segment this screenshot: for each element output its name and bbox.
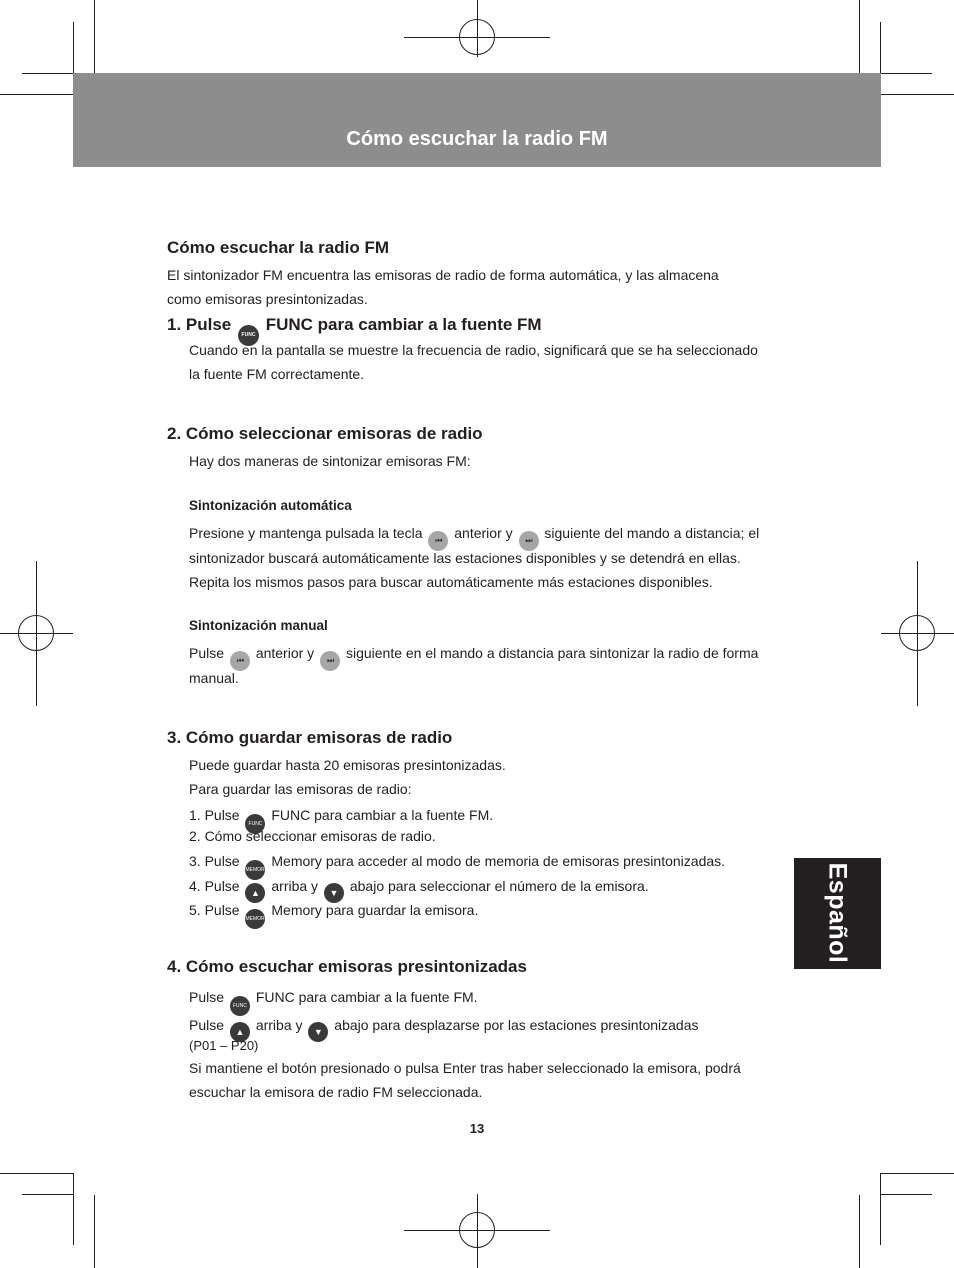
header-banner	[73, 73, 881, 167]
list-item: 2. Cómo seleccionar emisoras de radio.	[189, 828, 436, 844]
down-arrow-icon: ▼	[308, 1022, 328, 1042]
paragraph-line: (P01 – P20)	[189, 1038, 259, 1053]
paragraph-line: la fuente FM correctamente.	[189, 366, 365, 382]
list-item	[189, 852, 725, 880]
crop-mark	[881, 1173, 954, 1174]
text: Memory para guardar la emisora.	[271, 902, 479, 918]
text: Pulse	[189, 989, 225, 1005]
crop-mark	[881, 1194, 932, 1195]
text: Presione y mantenga pulsada la tecla	[189, 525, 423, 541]
text: arriba y	[255, 1017, 303, 1033]
text: Pulse	[189, 1017, 225, 1033]
subheading: Sintonización automática	[189, 498, 352, 513]
paragraph-line: sintonizador buscará automáticamente las estaciones disponibles y se detendrá en ellas.	[189, 550, 741, 566]
crop-mark	[881, 94, 954, 95]
crop-mark	[0, 94, 73, 95]
paragraph-line	[189, 644, 758, 671]
down-arrow-icon: ▼	[324, 883, 344, 903]
paragraph-line	[189, 524, 759, 551]
text: siguiente del mando a distancia; el	[544, 525, 760, 541]
paragraph-line: escuchar la emisora de radio FM seleccionada.	[189, 1084, 483, 1100]
registration-mark	[459, 1212, 495, 1248]
section-heading: 3. Cómo guardar emisoras de radio	[167, 728, 453, 747]
paragraph-line: Puede guardar hasta 20 emisoras presintonizadas.	[189, 757, 506, 773]
list-item	[189, 877, 649, 903]
text: FUNC para cambiar a la fuente FM.	[271, 807, 494, 823]
paragraph-line: El sintonizador FM encuentra las emisoras de radio de forma automática, y las almacena	[167, 267, 719, 283]
section-heading: 4. Cómo escuchar emisoras presintonizadas	[167, 957, 527, 976]
heading-text: 1. Pulse	[167, 315, 232, 334]
text: 5. Pulse	[189, 902, 240, 918]
text: Memory para acceder al modo de memoria de emisoras presintonizadas.	[271, 853, 726, 869]
text: anterior y	[454, 525, 513, 541]
text: siguiente en el mando a distancia para sintonizar la radio de forma	[345, 645, 759, 661]
text: Pulse	[189, 645, 225, 661]
crop-mark	[94, 1195, 95, 1268]
section-heading: Cómo escuchar la radio FM	[167, 238, 389, 257]
previous-icon: ⏮	[428, 531, 448, 551]
paragraph-line: Hay dos maneras de sintonizar emisoras FM:	[189, 453, 471, 469]
paragraph-line	[189, 1016, 699, 1042]
crop-mark	[73, 22, 74, 73]
language-tab-label: Español	[823, 862, 852, 964]
paragraph-line	[189, 988, 478, 1016]
page-title: Cómo escuchar la radio FM	[346, 128, 608, 150]
crop-mark	[859, 1195, 860, 1268]
previous-icon: ⏮	[230, 651, 250, 671]
crop-mark	[22, 1194, 73, 1195]
memory-button-icon: MEMORY	[245, 909, 265, 929]
next-icon: ⏭	[519, 531, 539, 551]
crop-mark	[880, 22, 881, 73]
func-button-icon: FUNC	[238, 325, 259, 346]
paragraph-line: Si mantiene el botón presionado o pulsa Enter tras haber seleccionado la emisora, podrá	[189, 1060, 741, 1076]
registration-mark	[18, 615, 54, 651]
crop-mark	[22, 73, 73, 74]
paragraph-line: Repita los mismos pasos para buscar automáticamente más estaciones disponibles.	[189, 574, 713, 590]
next-icon: ⏭	[320, 651, 340, 671]
text: abajo para desplazarse por las estaciones presintonizadas	[334, 1017, 699, 1033]
crop-mark	[881, 73, 932, 74]
registration-mark	[459, 19, 495, 55]
text: 1. Pulse	[189, 807, 240, 823]
func-button-icon: FUNC	[245, 814, 265, 834]
paragraph-line: Para guardar las emisoras de radio:	[189, 781, 412, 797]
up-arrow-icon: ▲	[230, 1022, 250, 1042]
paragraph-line: manual.	[189, 670, 239, 686]
subheading: Sintonización manual	[189, 618, 328, 633]
memory-button-icon: MEMORY	[245, 860, 265, 880]
text: arriba y	[271, 878, 319, 894]
crop-mark	[0, 1173, 73, 1174]
text: FUNC para cambiar a la fuente FM.	[255, 989, 478, 1005]
heading-text: FUNC para cambiar a la fuente FM	[265, 315, 542, 334]
paragraph-line: Cuando en la pantalla se muestre la frecuencia de radio, significará que se ha seleccionado	[189, 342, 758, 358]
text: abajo para seleccionar el número de la emisora.	[349, 878, 649, 894]
crop-mark	[73, 1173, 74, 1245]
section-heading: 2. Cómo seleccionar emisoras de radio	[167, 424, 483, 443]
text: 3. Pulse	[189, 853, 240, 869]
crop-mark	[880, 1173, 881, 1245]
func-button-icon: FUNC	[230, 996, 250, 1016]
up-arrow-icon: ▲	[245, 883, 265, 903]
crop-mark	[859, 0, 860, 73]
registration-mark	[899, 615, 935, 651]
language-tab	[794, 858, 881, 969]
text: 4. Pulse	[189, 878, 240, 894]
paragraph-line: como emisoras presintonizadas.	[167, 291, 368, 307]
text: anterior y	[255, 645, 315, 661]
crop-mark	[94, 0, 95, 73]
list-item	[189, 901, 478, 929]
page-number: 13	[469, 1121, 485, 1136]
